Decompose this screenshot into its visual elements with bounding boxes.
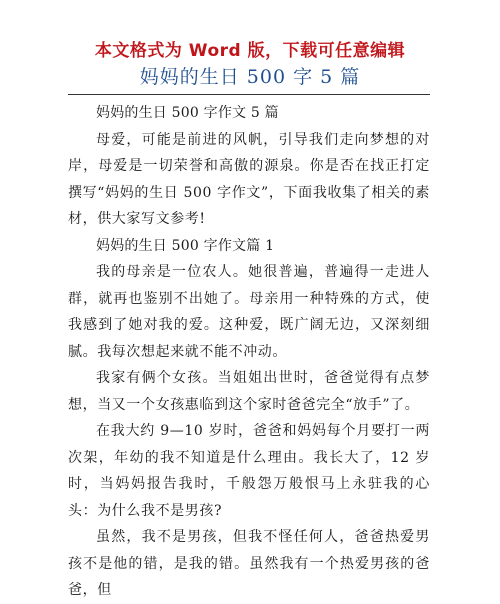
body-paragraph: 在我大约 9—10 岁时，爸爸和妈妈每个月要打一两次架，年幼的我不知道是什么理由。我长大了，12 岁时，当妈妈报告我时，千般怨万般恨马上永驻我的心头：为什么我不是男孩?	[68, 423, 430, 519]
intro-paragraph: 母爱，可能是前进的风帆，引导我们走向梦想的对岸，母爱是一切荣誉和高傲的源泉。你是否在找正打定撰写“妈妈的生日 500 字作文”，下面我收集了相关的素材，供大家写文参考!	[68, 131, 430, 227]
essay-heading: 妈妈的生日 500 字作文 5 篇	[96, 105, 279, 121]
section-heading: 妈妈的生日 500 字作文篇 1	[96, 237, 275, 254]
editable-notice-banner: 本文格式为 Word 版，下载可任意编辑	[94, 41, 406, 61]
body-paragraph: 我的母亲是一位农人。她很普遍，普遍得一走进人群，就再也鉴别不出她了。母亲用一种特殊的方式，使我感到了她对我的爱。这种爱，既广阔无边，又深刻细腻。我每次想起来就不能不冲动。	[68, 264, 430, 360]
document-title: 妈妈的生日 500 字 5 篇	[139, 66, 361, 88]
body-paragraph: 我家有俩个女孩。当姐姐出世时，爸爸觉得有点梦想，当又一个女孩惠临到这个家时爸爸完全“放手”了。	[68, 370, 430, 413]
document-body	[68, 100, 430, 604]
body-paragraph: 虽然，我不是男孩，但我不怪任何人，爸爸热爱男孩不是他的错，是我的错。虽然我有一个热爱男孩的爸爸，但	[68, 529, 430, 598]
title-divider	[68, 94, 430, 95]
